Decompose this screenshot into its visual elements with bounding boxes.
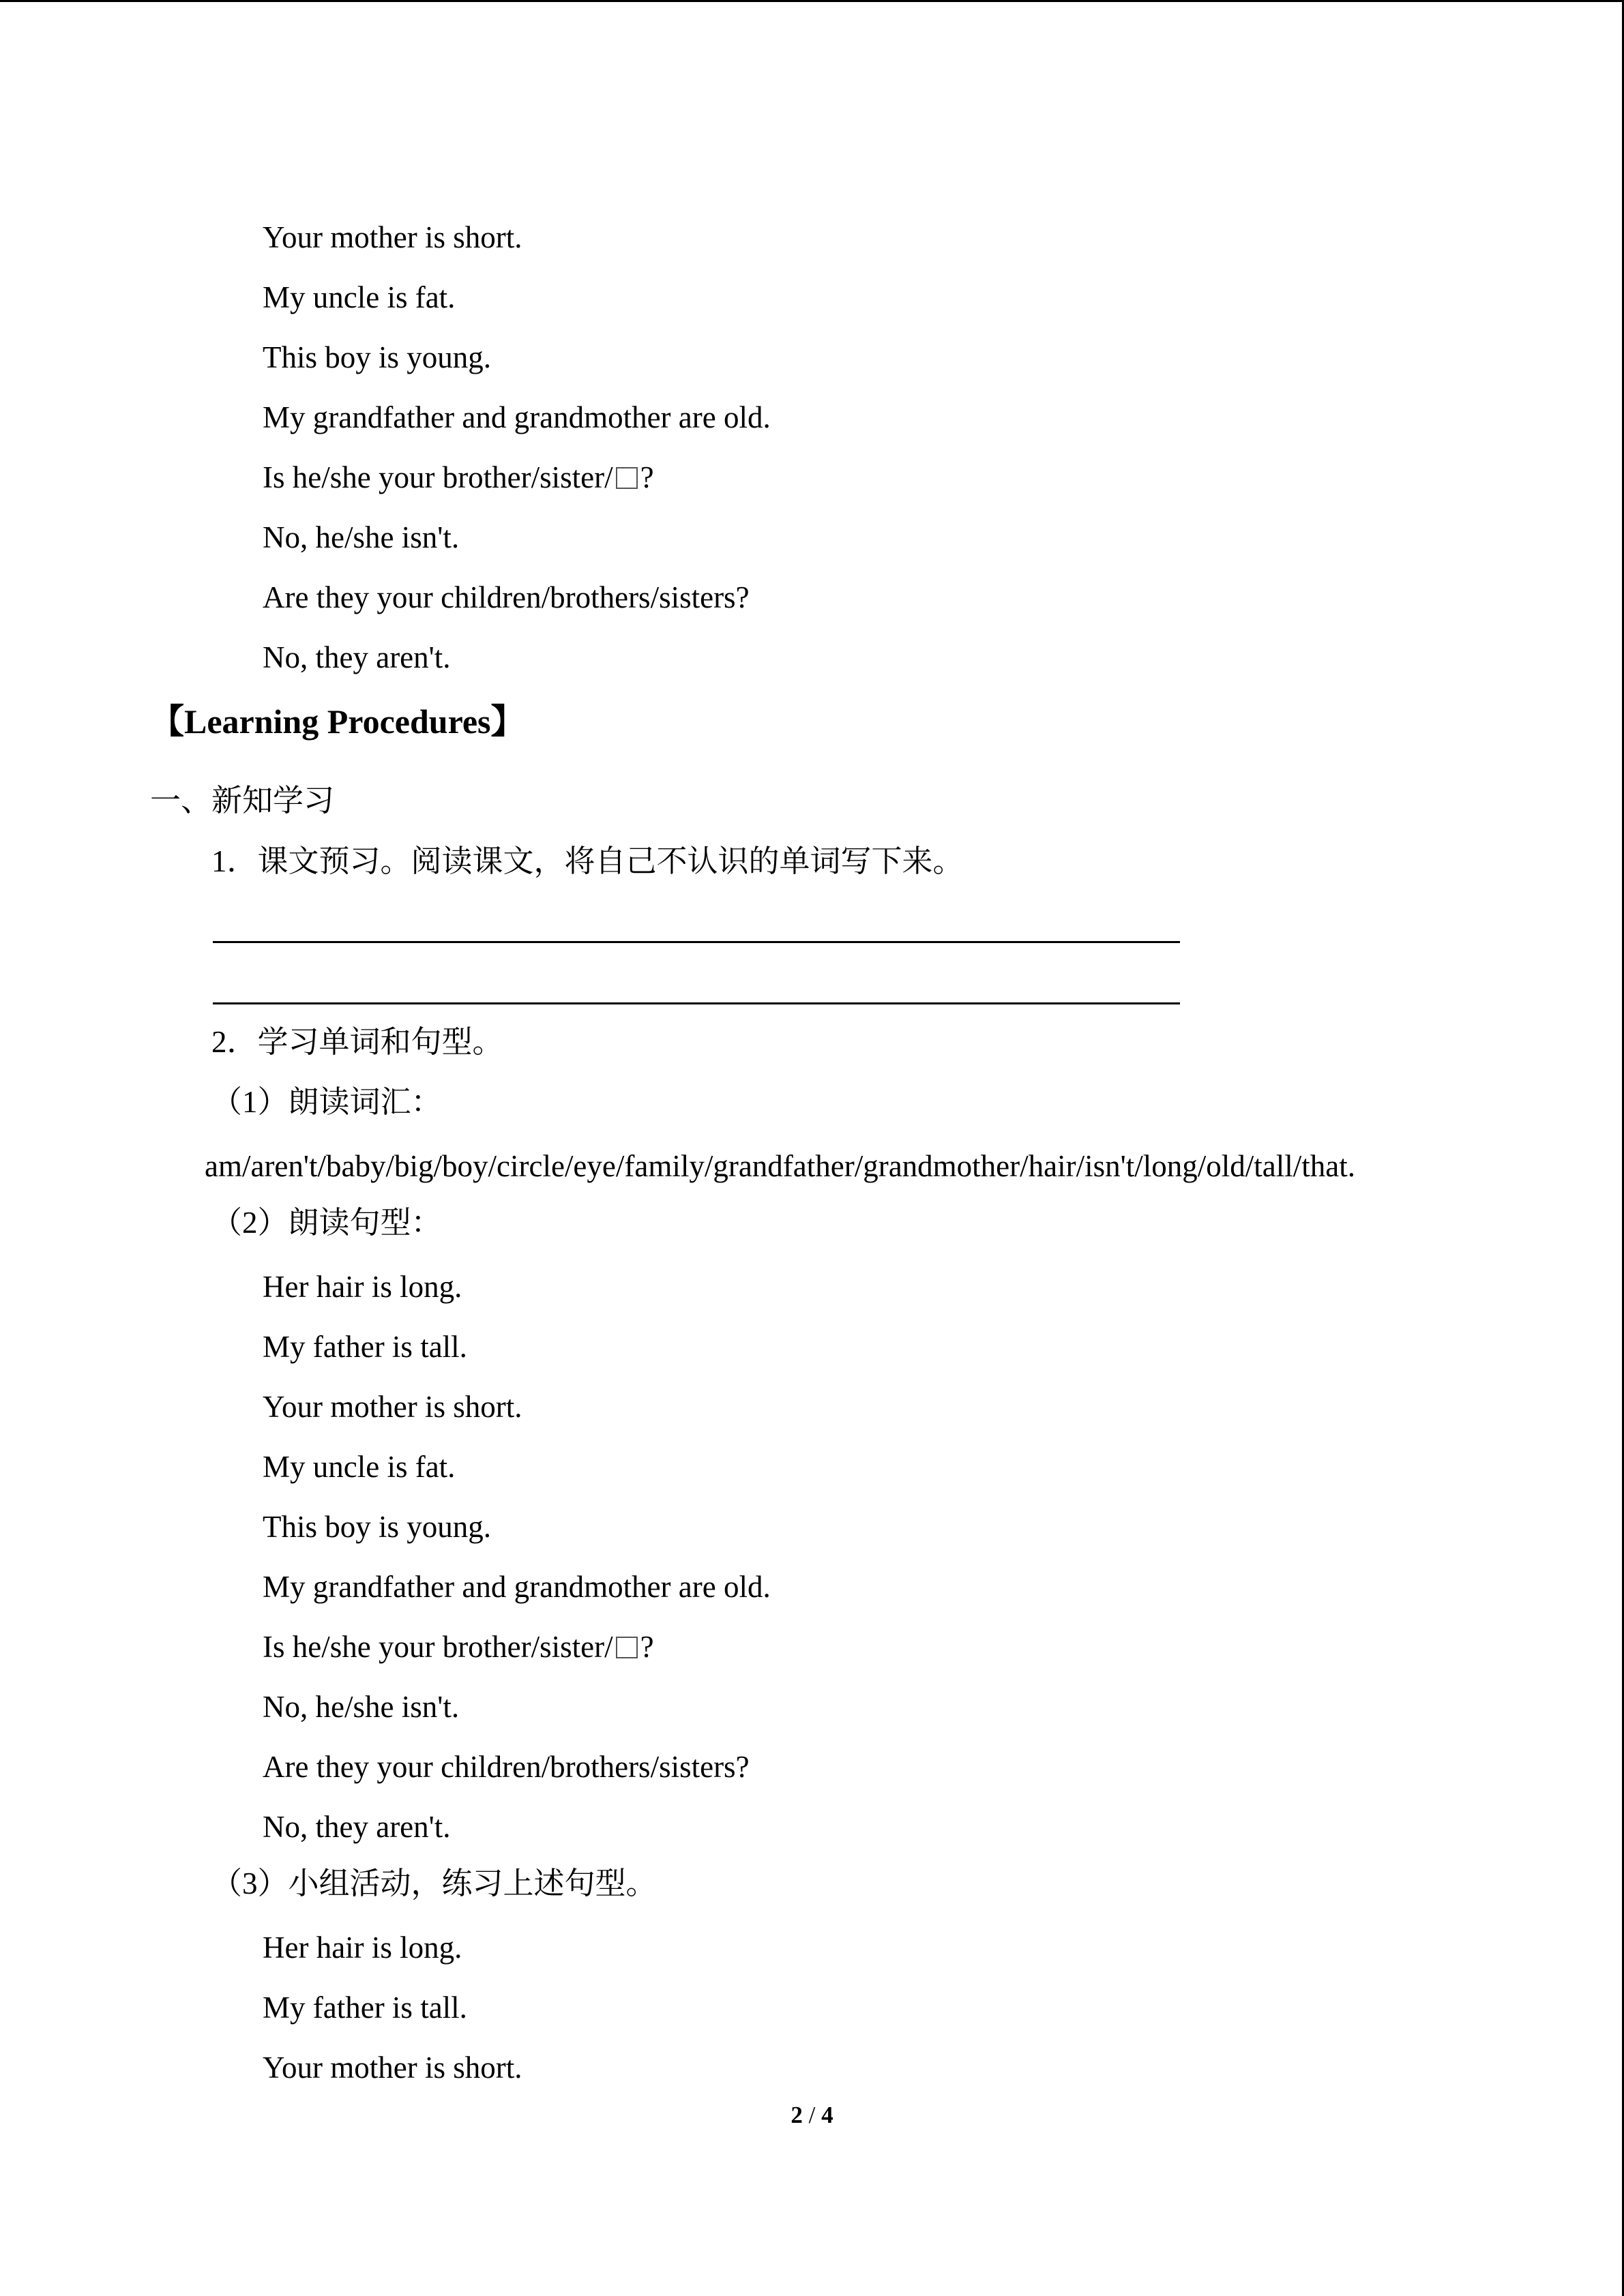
- vocabulary-list: am/aren't/baby/big/boy/circle/eye/family/grandfather/grandmother/hair/isn't/long/old/tall/that.: [205, 1149, 1355, 1183]
- sentence-line: Are they your children/brothers/sisters?: [263, 580, 750, 614]
- sentence-line: Her hair is long.: [263, 1930, 462, 1965]
- sentence-line: No, he/she isn't.: [263, 1690, 460, 1724]
- sentence-line: My grandfather and grandmother are old.: [263, 1570, 771, 1604]
- sentence-line: [263, 457, 654, 498]
- task-item: 2．学习单词和句型。: [211, 1025, 503, 1059]
- sentence-text: ?: [640, 460, 654, 494]
- sentence-line: [263, 1626, 654, 1667]
- sentence-text: ?: [640, 1630, 654, 1664]
- sentence-line: Her hair is long.: [263, 1270, 462, 1304]
- sub-task-label: （2）朗读句型：: [211, 1206, 442, 1240]
- sub-task-label: （3）小组活动，练习上述句型。: [211, 1866, 657, 1900]
- sentence-text: Is he/she your brother/sister/: [263, 460, 613, 494]
- sentence-line: My father is tall.: [263, 1991, 467, 2025]
- sentence-line: No, they aren't.: [263, 1810, 451, 1844]
- section-heading: 【Learning Procedures】: [150, 702, 525, 741]
- task-item: 1．课文预习。阅读课文，将自己不认识的单词写下来。: [211, 844, 964, 878]
- sentence-line: Your mother is short.: [263, 1390, 522, 1424]
- sentence-line: No, they aren't.: [263, 640, 451, 674]
- sentence-line: My grandfather and grandmother are old.: [263, 400, 771, 434]
- sentence-line: My uncle is fat.: [263, 280, 456, 314]
- page-current: 2: [791, 2102, 803, 2128]
- sentence-line: This boy is young.: [263, 1510, 492, 1544]
- page-total: 4: [821, 2102, 833, 2128]
- sentence-line: No, he/she isn't.: [263, 520, 460, 554]
- answer-blank-line: [213, 941, 1180, 943]
- page-number: [0, 2102, 1624, 2129]
- sentence-line: My uncle is fat.: [263, 1450, 456, 1484]
- answer-blank-line: [213, 1002, 1180, 1004]
- sentence-line: This boy is young.: [263, 340, 492, 374]
- page-separator: /: [802, 2102, 822, 2128]
- sub-task-label: （1）朗读词汇：: [211, 1085, 442, 1119]
- placeholder-square-icon: [616, 467, 638, 489]
- sentence-line: My father is tall.: [263, 1330, 467, 1364]
- part-title: 一、新知学习: [150, 784, 335, 818]
- placeholder-square-icon: [616, 1637, 638, 1658]
- sentence-line: Your mother is short.: [263, 2051, 522, 2085]
- sentence-text: Is he/she your brother/sister/: [263, 1630, 613, 1664]
- sentence-line: Are they your children/brothers/sisters?: [263, 1750, 750, 1784]
- sentence-line: Your mother is short.: [263, 220, 522, 254]
